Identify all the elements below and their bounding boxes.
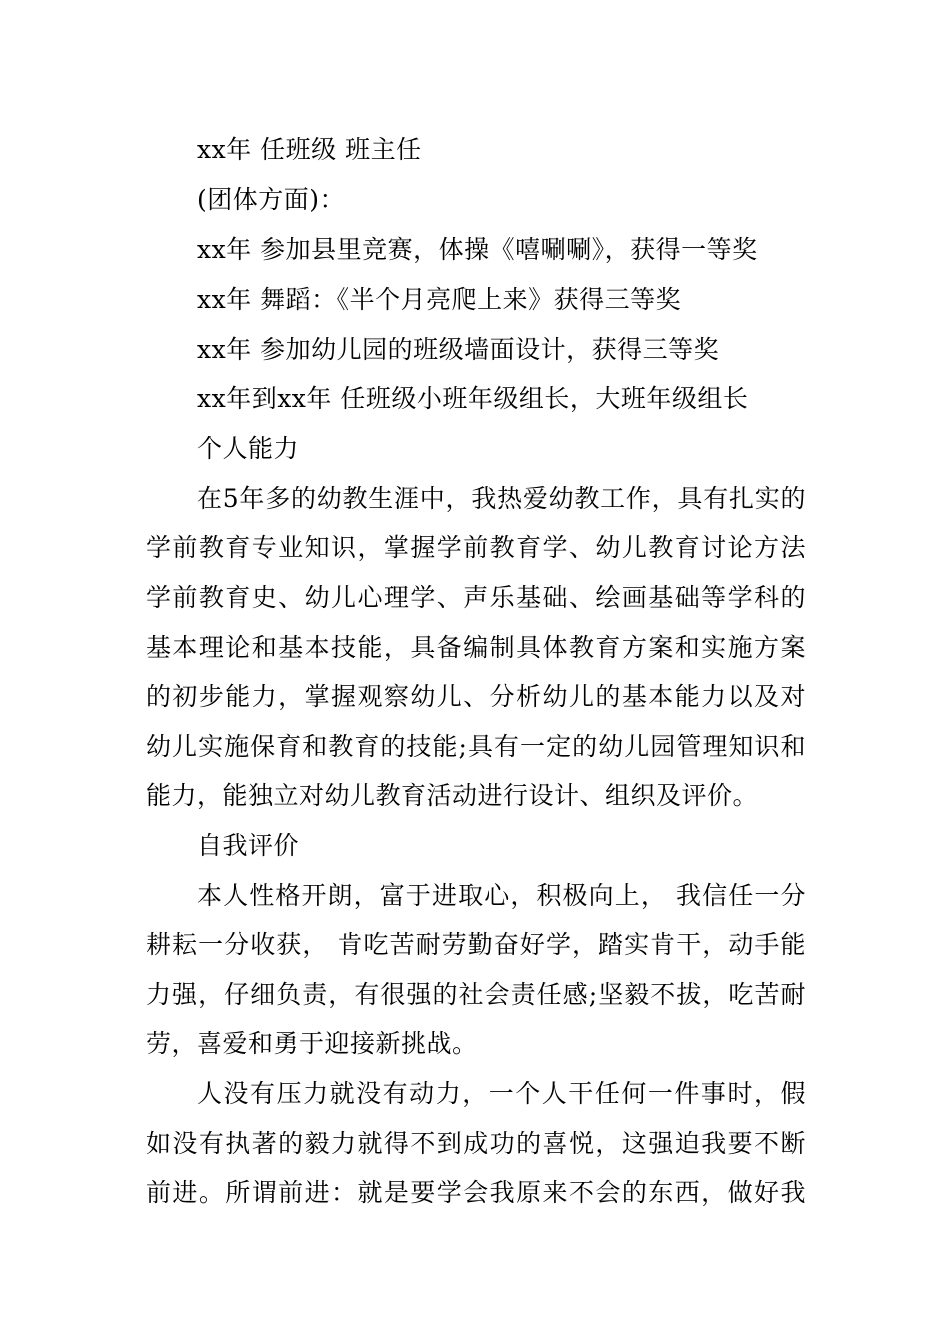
record-line-grade-leader: xx年到xx年 任班级小班年级组长，大班年级组长	[197, 384, 749, 413]
self-evaluation-paragraph-line: 劳，喜爱和勇于迎接新挑战。	[146, 1029, 478, 1058]
ability-paragraph-line: 在5年多的幼教生涯中，我热爱幼教工作，具有扎实的	[197, 484, 806, 513]
self-evaluation-paragraph-line: 耕耘一分收获， 肯吃苦耐劳勤奋好学，踏实肯干，动手能	[146, 930, 806, 959]
ability-paragraph-line: 幼儿实施保育和教育的技能;具有一定的幼儿园管理知识和	[146, 732, 806, 761]
ability-paragraph-line: 学前教育史、幼儿心理学、声乐基础、绘画基础等学科的	[146, 583, 806, 612]
self-evaluation-paragraph-line: 力强，仔细负责，有很强的社会责任感;坚毅不拔，吃苦耐	[146, 980, 806, 1009]
group-section-label: (团体方面)：	[197, 185, 346, 214]
motivation-paragraph-line: 前进。所谓前进：就是要学会我原来不会的东西，做好我	[146, 1178, 806, 1207]
self-evaluation-paragraph-line: 本人性格开朗，富于进取心，积极向上， 我信任一分	[197, 881, 806, 910]
ability-paragraph-line: 学前教育专业知识，掌握学前教育学、幼儿教育讨论方法	[146, 533, 806, 562]
motivation-paragraph-line: 人没有压力就没有动力，一个人干任何一件事时，假	[197, 1079, 806, 1108]
ability-paragraph-line: 的初步能力，掌握观察幼儿、分析幼儿的基本能力以及对	[146, 682, 806, 711]
section-heading-self-evaluation: 自我评价	[197, 831, 300, 860]
section-heading-ability: 个人能力	[197, 434, 300, 463]
motivation-paragraph-line: 如没有执著的毅力就得不到成功的喜悦，这强迫我要不断	[146, 1129, 806, 1158]
record-line-wall-design-award: xx年 参加幼儿园的班级墙面设计，获得三等奖	[197, 335, 720, 364]
record-line-gymnastics-award: xx年 参加县里竞赛，体操《嘻唰唰》，获得一等奖	[197, 235, 758, 264]
record-line-class-teacher: xx年 任班级 班主任	[197, 135, 422, 164]
ability-paragraph-line: 基本理论和基本技能，具备编制具体教育方案和实施方案	[146, 633, 806, 662]
record-line-dance-award: xx年 舞蹈：《半个月亮爬上来》获得三等奖	[197, 285, 682, 314]
ability-paragraph-line: 能力，能独立对幼儿教育活动进行设计、组织及评价。	[146, 781, 759, 810]
